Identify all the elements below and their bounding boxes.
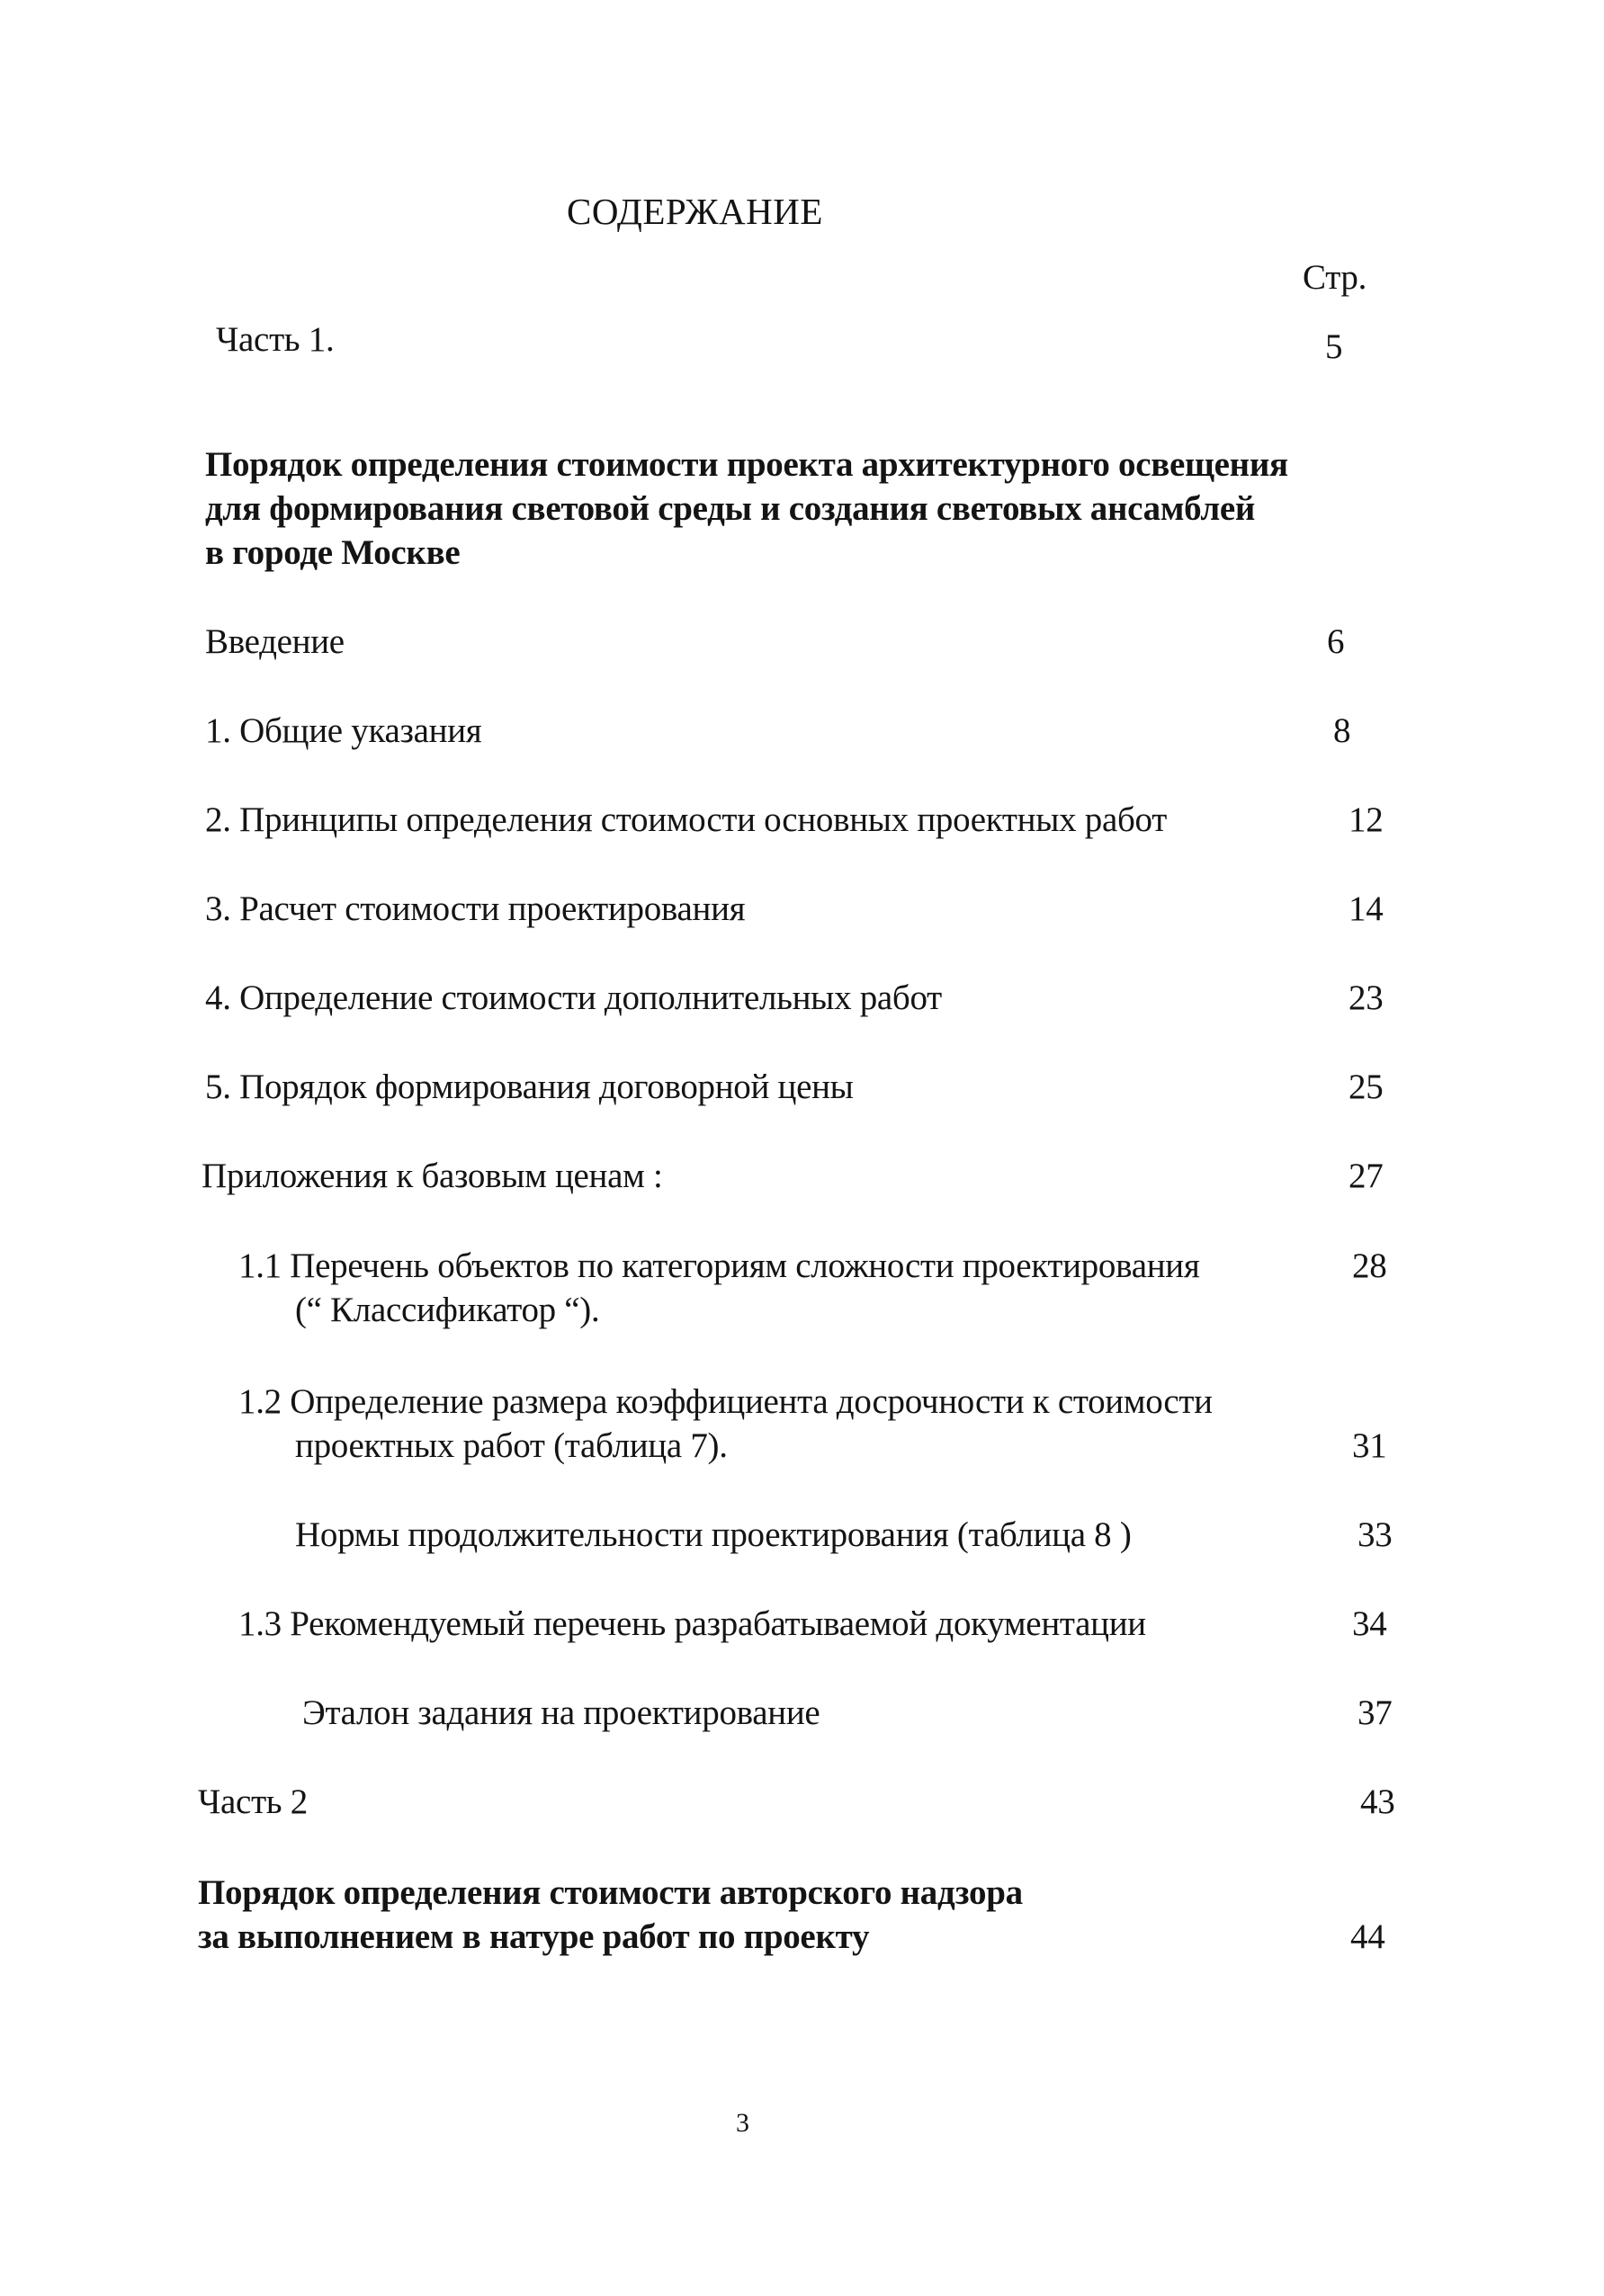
toc-section-1-page: 8 — [1333, 711, 1351, 750]
toc-section-4-page: 23 — [1349, 978, 1384, 1017]
toc-appendices-page: 27 — [1349, 1157, 1384, 1195]
part2-heading-line: Порядок определения стоимости авторского надзора — [198, 1873, 1023, 1912]
toc-appendix-1-3-page: 34 — [1352, 1604, 1387, 1643]
toc-part1-label: Часть 1. — [216, 320, 335, 359]
toc-appendix-1-2-line1: 1.2 Определение размера коэффициента досрочности к стоимости — [238, 1382, 1213, 1421]
part1-heading-line: в городе Москве — [205, 533, 461, 572]
page-title: СОДЕРЖАНИЕ — [567, 191, 823, 232]
toc-section-3-page: 14 — [1349, 889, 1384, 928]
toc-appendix-1-3-label: 1.3 Рекомендуемый перечень разрабатываемой документации — [238, 1604, 1146, 1643]
toc-appendices-label: Приложения к базовым ценам : — [202, 1157, 663, 1195]
part1-heading-line: для формирования световой среды и создания световых ансамблей — [205, 489, 1256, 528]
toc-section-1-label: 1. Общие указания — [205, 711, 482, 750]
toc-appendix-1-1-page: 28 — [1352, 1246, 1387, 1285]
toc-part1-page: 5 — [1325, 327, 1343, 366]
toc-section-3-label: 3. Расчет стоимости проектирования — [205, 889, 746, 928]
toc-section-4-label: 4. Определение стоимости дополнительных работ — [205, 978, 942, 1017]
toc-norms-label: Нормы продолжительности проектирования (таблица 8 ) — [295, 1515, 1132, 1554]
toc-section-5-page: 25 — [1349, 1068, 1384, 1106]
toc-intro-label: Введение — [205, 622, 345, 661]
toc-section-2-page: 12 — [1349, 800, 1384, 839]
toc-norms-page: 33 — [1358, 1515, 1393, 1554]
toc-appendix-1-1-line2: (“ Классификатор “). — [295, 1291, 600, 1329]
toc-intro-page: 6 — [1327, 622, 1345, 661]
toc-part2-label: Часть 2 — [198, 1782, 308, 1821]
toc-section-2-label: 2. Принципы определения стоимости основных проектных работ — [205, 800, 1167, 839]
footer-page-number: 3 — [736, 2108, 749, 2138]
toc-etalon-page: 37 — [1358, 1693, 1393, 1732]
toc-etalon-label: Эталон задания на проектирование — [302, 1693, 820, 1732]
toc-appendix-1-2-line2: проектных работ (таблица 7). — [295, 1426, 728, 1465]
toc-section-5-label: 5. Порядок формирования договорной цены — [205, 1068, 854, 1106]
part1-heading-line: Порядок определения стоимости проекта архитектурного освещения — [205, 445, 1288, 484]
toc-appendix-1-2-page: 31 — [1352, 1426, 1387, 1465]
toc-appendix-1-1-line1: 1.1 Перечень объектов по категориям сложности проектирования — [238, 1246, 1200, 1285]
toc-part2-heading-page: 44 — [1350, 1917, 1385, 1956]
part2-heading-line: за выполнением в натуре работ по проекту — [198, 1917, 870, 1956]
page-column-header: Стр. — [1303, 258, 1367, 297]
toc-part2-page: 43 — [1360, 1782, 1395, 1821]
